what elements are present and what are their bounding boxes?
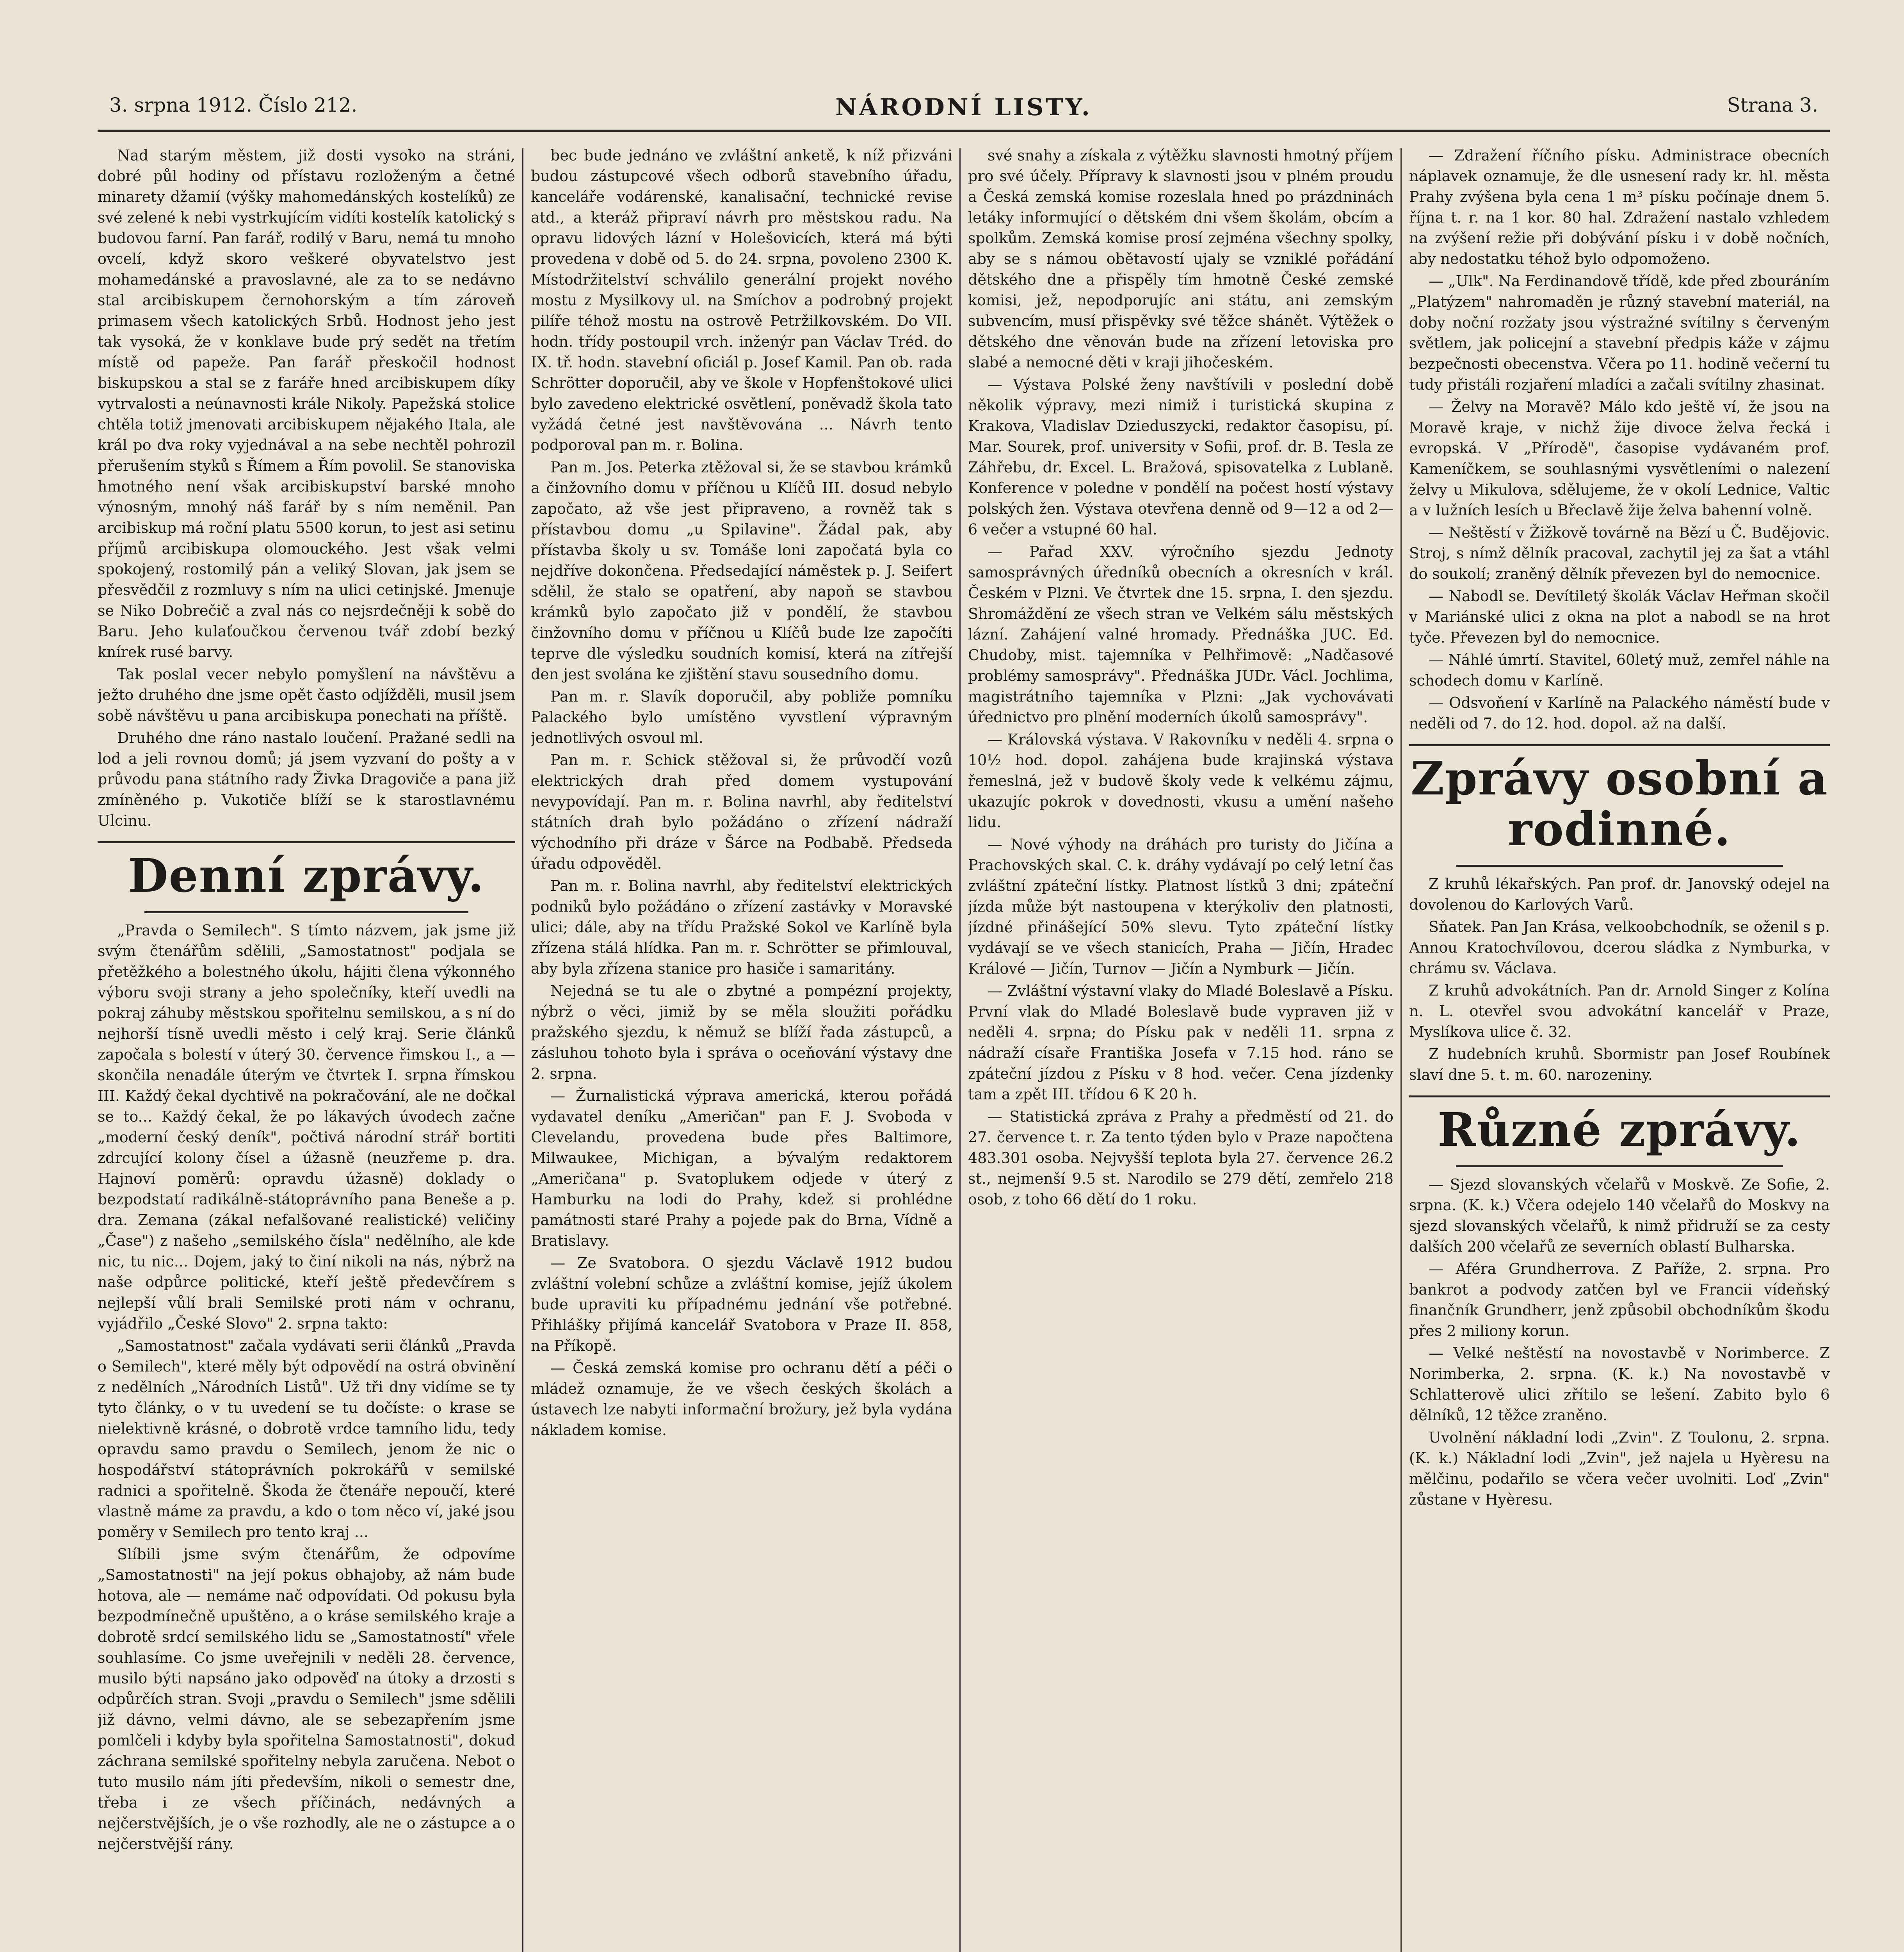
news-item: bec bude jednáno ve zvláštní anketě, k níž přizváni budou zástupcové všech odborů stavebního úřadu, kanceláře vodárenské, kanalisační, technické revise atd., a kteráž připraví návrh pro městskou radu. Na opravu lidových lázní v Holešovicích, která má býti provedena v době od 5. do 24. srpna, povoleno 2300 K. Místodržitelství schválilo generální projekt nového mostu z Mysilkovy ul. na Smíchov a podrobný projekt pilíře téhož mostu na ostrově Petržilkovském. Do VII. hodn. třídy postoupil vrch. inženýr pan Václav Tréd. do IX. tř. hodn. stavební oficiál p. Josef Kamil. Pan ob. rada Schrötter doporučil, aby ve škole v Hopfenštokové ulici bylo zavedeno elektrické osvětlení, poněvadž škola tato vyžádá četné jest navštěvována ... Návrh tento podporoval pan m. r. Bolina.: [531, 147, 952, 454]
section-title-zpravy-osobni: Zprávy osobní a rodinné.: [1411, 751, 1828, 856]
article-paragraph: Druhého dne ráno nastalo loučení. Pražané sedli na lod a jeli rovnou domů; já jsem vyzvaní do pošty a v průvodu pana státního rady Živka Dragoviče a pana již zmíněného p. Vukotiče blíží se k starostlavnému Ulcinu.: [98, 729, 515, 829]
news-item: — Neštěstí v Žižkově továrně na Bězí u Č. Budějovic. Stroj, s nímž dělník pracoval, zachytil jej za šat a vtáhl do soukolí; zraněný dělník převezen byl do nemocnice.: [1409, 524, 1830, 582]
news-item: — Náhlé úmrtí. Stavitel, 60letý muž, zemřel náhle na schodech domu v Karlíně.: [1409, 651, 1830, 689]
misc-item: — Sjezd slovanských včelařů v Moskvě. Ze Sofie, 2. srpna. (K. k.) Včera odejelo 140 včelařů do Moskvy na sjezd slovanských včelařů, k nimž přidruží se za cesty dalších 200 včelařů ze severních oblastí Bulharska.: [1409, 1176, 1830, 1255]
news-item: — Královská výstava. V Rakovníku v neděli 4. srpna o 10½ hod. dopol. zahájena bude krajinská výstava řemeslná, jež v budově školy vede k velkému zájmu, ukazujíc pokrok v dovednosti, vkusu a umění našeho lidu.: [968, 731, 1393, 831]
news-item: — Nové výhody na dráhách pro turisty do Jičína a Prachovských skal. C. k. dráhy vydávají po celý letní čas zvláštní zpáteční lístky. Platnost lístků 3 dni; zpáteční jízda může být nastoupena v kterýkoliv den platnosti, jízdné přinášející 50% slevu. Tyto zpáteční lístky vydávají se ve všech stanicích, Praha — Jičín, Hradec Králové — Jičín, Turnov — Jičín a Nymburk — Jičín.: [968, 836, 1393, 977]
news-item: — Zvláštní výstavní vlaky do Mladé Boleslavě a Písku. První vlak do Mladé Boleslavě bude vypraven již v neděli 4. srpna; do Písku pak v neděli 11. srpna z nádraží císaře Františka Josefa v 7.15 hod. ráno se zpáteční jízdou z Písku v 8 hod. večer. Cena jízdenky tam a zpět III. třídou 6 K 20 h.: [968, 982, 1393, 1103]
section-divider: [1456, 1165, 1783, 1167]
news-item: — Odsvoňení v Karlíně na Palackého náměstí bude v neděli od 7. do 12. hod. dopol. až na další.: [1409, 694, 1830, 732]
page-number: Strana 3.: [1727, 94, 1818, 116]
news-item: — Nabodl se. Devítiletý školák Václav Heřman skočil v Mariánské ulici z okna na plot a nabodl se na hrot tyče. Převezen byl do nemocnice.: [1409, 588, 1830, 646]
column-3: [968, 145, 1393, 1952]
news-item: „Pravda o Semilech". S tímto názvem, jak jsme již svým čtenářům sdělili, „Samostatnost" podjala se přetěžkého a bolestného úkolu, hájiti člena výkonného výboru svoji strany a jeho společníky, kteří uvedli na pokraj záhuby městskou spořitelnu semilskou, a s ní do nejhorší tísně uvedli město i celý kraj. Serie článků započala s bolestí v úterý 30. července řimskou I., a — skončila nenadále úterým ve čtvrtek I. srpna římskou III. Každý čekal dychtivě na pokračování, ale ne dočkal se to... Každý čekal, že po lákavých úvodech začne „moderní český deník", počtivá národní strář bortiti zdrcující kolony čísel a úžasně (neuzřeme p. dra. Hajnoví poměrů: opravdu úžasně) doklady o bezpodstatí radikálně-státoprávního pana Beneše a p. dra. Zemana (zákal nefalšované realistické) veličiny „Čase") z našeho „semilského čísla" nedělního, ale kde nic, tu nic... Dojem, jaký to činí nikoli na nás, nýbrž na naše odpůrce politické, kteří ještě předevčírem s nejlepší vůlí brali Semilské proti nám v ochranu, vyjádřilo „České Slovo" 2. srpna takto:: [98, 922, 515, 1332]
news-item: — „Ulk". Na Ferdinandově třídě, kde před zbouráním „Platýzem" nahromaděn je různý stavební materiál, na doby noční rozžaty jsou výstražné svítilny s červeným světlem, jak policejní a stavební předpis káže v zájmu bezpečnosti obecenstva. Včera po 11. hodině večerní tu tudy přistáli rozjaření mladíci a začali svítilny zhasinat.: [1409, 272, 1830, 393]
misc-item: — Velké neštěstí na novostavbě v Norimberce. Z Norimberka, 2. srpna. (K. k.) Na novostavbě v Schlatterově ulici zřítilo se lešení. Zabito bylo 6 dělníků, 12 těžce zraněno.: [1409, 1345, 1830, 1424]
news-item: „Samostatnost" začala vydávati serii článků „Pravda o Semilech", které měly být odpovědí na ostrá obvinění z nedělních „Národních Listů". Už tři dny vidíme se ty tyto články, o v tu uvedení se tu dočíste: o krase se nielektivně krásné, o dobrotě vrdce tamního lidu, tedy opravdu samo pravdu o Semilech, jenom že nic o hospodářství státoprávních pokrokářů v semilské radnici a spořitelně. Škoda že čtenáře nepoučí, které vlastně máme za pravdu, a kdo o tom něco ví, jaké jsou poměry v Semilech pro tento kraj ...: [98, 1337, 515, 1541]
section-divider: [1409, 1095, 1830, 1097]
news-item: — Zdražení říčního písku. Administrace obecních náplavek oznamuje, že dle usnesení rady kr. hl. města Prahy zvýšena byla cena 1 m³ písku počínaje dnem 5. října t. r. na 1 kor. 80 hal. Zdražení nastalo vzhledem na zvýšení režie při dobývání písku i v době nočních, aby nedostatku téhož bylo odpomoženo.: [1409, 147, 1830, 267]
news-item: Pan m. r. Bolina navrhl, aby ředitelství elektrických podniků bylo požádáno o zřízení zastávky v Moravské ulici; dále, aby na třídu Pražské Sokol ve Karlíně byla zřízena stálá hlídka. Pan m. r. Schrötter se přimlouval, aby byla zřízena stanice pro hasiče i samaritány.: [531, 877, 952, 977]
personal-item: Z hudebních kruhů. Sbormistr pan Josef Roubínek slaví dne 5. t. m. 60. narozeniny.: [1409, 1045, 1830, 1083]
column-4: [1409, 145, 1830, 1952]
news-item: — Statistická zpráva z Prahy a předměstí od 21. do 27. července t. r. Za tento týden bylo v Praze napočtena 483.301 osoba. Nejvyšší teplota byla 27. července 26.2 st., nejmenší 9.5 st. Narodilo se 279 dětí, zemřelo 218 osob, z toho 66 dětí do 1 roku.: [968, 1108, 1393, 1208]
misc-item: — Aféra Grundherrova. Z Paříže, 2. srpna. Pro bankrot a podvody zatčen byl ve Francii vídeňský finančník Grundherr, jenž způsobil obchodníkům škodu přes 2 miliony korun.: [1409, 1260, 1830, 1339]
column-1: [98, 145, 515, 1952]
news-item: — Želvy na Moravě? Málo kdo ještě ví, že jsou na Moravě kraje, v nichž žije divoce želva řecká i evropská. V „Přírodě", časopise vydávaném prof. Kameníčkem, se souhlasnými vysvětleními o nalezení želvy u Mikulova, sdělujeme, že v okolí Lednice, Valtic a v lužních lesích u Břeclavě žije želva bahenní volně.: [1409, 398, 1830, 519]
news-item: své snahy a získala z výtěžku slavnosti hmotný příjem pro své účely. Přípravy k slavnosti jsou v plném proudu a Česká zemská komise rozeslala hned po prázdninách letáky informující o dětském dni všem školám, obcím a spolkům. Zemská komise prosí zejména všechny spolky, aby se s námou obětavostí ujaly se vzniklé pořádání dětského dne a přispěly tím hmotně České zemské komisi, jež, nepodporujíc ani státu, ani zemským subvencím, musí přispěvky své těžce shánět. Výtěžek o dětského dne věnován bude na zřízení letoviska pro slabé a nemocné děti v kraji jihočeském.: [968, 147, 1393, 371]
column-rule: [1400, 148, 1402, 1952]
news-item: Pan m. Jos. Peterka ztěžoval si, že se stavbou krámků a činžovního domu v příčnou u Klíčů III. dosud nebylo započato, až vše jest připraveno, a rovněž tak s přístavbou domu „u Spilavine". Žádal pak, aby přístavba školy u sv. Tomáše loni započatá byla co nejdříve dokončena. Předsedající náměstek p. J. Seifert sdělil, že stalo se opatření, aby napoň se stavbou krámků bylo započato již v pondělí, že stavbou činžovního domu v příčnou u Klíčů bude lze započíti teprve dle výsledku soudních komisí, která na zítřejší den jest svolána ke zjištění stavu sousedního domu.: [531, 459, 952, 683]
personal-item: Z kruhů lékařských. Pan prof. dr. Janovský odejel na dovolenou do Karlových Varů.: [1409, 875, 1830, 913]
news-item: Pan m. r. Schick stěžoval si, že průvodčí vozů elektrických drah před domem vystupování nevypovídají. Pan m. r. Bolina navrhl, aby ředitelství státních drah bylo požádáno o zřízení nádraží východního při dráze v Šárce na Podbabě. Předseda úřadu odpověděl.: [531, 752, 952, 872]
page-header: [98, 87, 1830, 132]
news-item: — Výstava Polské ženy navštívili v poslední době několik výpravy, mezi nimiž i turistická skupina z Krakova, Vladislav Dzieduszycki, redaktor časopisu, pí. Mar. Sourek, prof. university v Sofii, prof. dr. B. Tesla ze Záhřebu, dr. Excel. L. Bražová, spisovatelka z Lublaně. Konference v poledne v pondělí na počest hostí výstavy polských žen. Výstava otevřena denně od 9—12 a od 2—6 večer a vstupné 60 hal.: [968, 376, 1393, 538]
section-title-denni-zpravy: Denní zprávy.: [128, 848, 485, 903]
personal-item: Sňatek. Pan Jan Krása, velkoobchodník, se oženil s p. Annou Kratochvílovou, dcerou sládka z Nymburka, v chrámu sv. Václava.: [1409, 918, 1830, 977]
masthead-title: NÁRODNÍ LISTY.: [835, 94, 1092, 121]
issue-date: 3. srpna 1912. Číslo 212.: [109, 94, 358, 116]
personal-item: Z kruhů advokátních. Pan dr. Arnold Singer z Kolína n. L. otevřel svou advokátní kancelář v Praze, Myslíkova ulice č. 32.: [1409, 982, 1830, 1040]
news-item: Nejedná se tu ale o zbytné a pompézní projekty, nýbrž o věci, jimiž by se měla sloužiti pořádku pražského sjezdu, k němuž se blíží řada zástupců, a zásluhou tohoto byla i správa o oceňování výstavy dne 2. srpna.: [531, 982, 952, 1082]
section-divider: [1456, 865, 1783, 867]
section-divider: [98, 841, 515, 843]
article-paragraph: Nad starým městem, již dosti vysoko na stráni, dobré půl hodiny od přístavu rozloženým a četné minarety džamií (výšky mahomedánských kostelíků) ze své zelené k nebi vystrkujícím vidíti kostelík katolický s budovou farní. Pan farář, rodilý v Baru, nemá tu mnoho ovcelí, když skoro veškeré obyvatelstvo jest mohamedánské a pravoslavné, ale za to se nedávno stal arcibiskupem černohorským a tím zároveň primasem všech katolických Srbů. Hodnost jeho jest tak vysoká, že v konklave bude prý sedět na třetím místě od papeže. Pan farář přeskočil hodnost biskupskou a stal se z faráře hned arcibiskupem díky vytrvalosti a neúnavnosti krále Nikoly. Papežská stolice chtěla totiž jmenovati arcibiskupem nějakého Itala, ale král po dva roky vyjednával a na sebe nechtěl pohrozil přerušením styků s Římem a Řím povolil. Se stanoviska hmotného není však arcibiskupství barské mnoho výnosným, mnohý náš farář by s ním neměnil. Pan arcibiskup má roční platu 5500 korun, to jest asi setinu příjmů arcibiskupa olomouckého. Jest však velmi spokojený, rostomilý pán a veliký Slovan, jak jsem se přesvědčil z rozmluvy s ním na ulici cetinjské. Jmenuje se Niko Dobrečič a zval nás co nejsrdečněji k sobě do Baru. Jeho kulaťoučkou červenou tvář zdobí bezký knírek rusé barvy.: [98, 147, 515, 661]
news-item: — Pařad XXV. výročního sjezdu Jednoty samosprávných úředníků obecních a okresních v král. Českém v Plzni. Ve čtvrtek dne 15. srpna, I. den sjezdu. Shromáždění ze všech stran ve Velkém sálu městských lázní. Zahájení valné hromady. Přednáška JUC. Ed. Chudoby, mist. tajemníka v Pelhřimově: „Nadčasové problémy samosprávy". Přednáška JUDr. Václ. Jochlima, magistrátního tajemníka v Plzni: „Jak vychovávati úřednictvo pro plnění moderních úkolů samosprávy".: [968, 543, 1393, 726]
misc-item: Uvolnění nákladní lodi „Zvin". Z Toulonu, 2. srpna. (K. k.) Nákladní lodi „Zvin", jež najela u Hyèresu na mělčinu, podařilo se včera večer uvolniti. Loď „Zvin" zůstane v Hyèresu.: [1409, 1429, 1830, 1508]
column-2: [531, 145, 952, 1952]
section-title-ruzne-zpravy: Různé zprávy.: [1438, 1102, 1801, 1157]
column-rule: [959, 148, 961, 1952]
news-item: Slíbili jsme svým čtenářům, že odpovíme „Samostatnosti" na její pokus obhajoby, až nám bude hotova, ale — nemáme nač odpovídati. Od pokusu byla bezpodmínečně upuštěno, a o kráse semilského kraje a dobrotě srdcí semilského lidu se „Samostatností" vřele souhlasíme. Co jsme uveřejnili v neděli 28. července, musilo býti napsáno jako odpověď na útoky a drzosti s odpůrčích stran. Svoji „pravdu o Semilech" jsme sdělili již dávno, velmi dávno, ale se sebezapřením jsme pomlčeli i kdyby byla spořitelna Samostatnosti", dokud záchrana semilské spořitelny nebyla zaručena. Nebot o tuto musilo nám jíti především, nikoli o semestr dne, třeba i ze všech příčinách, nedávných a nejčerstvějších, je o vše rozhodly, ale ne o zástupce a o nejčerstvější rány.: [98, 1546, 515, 1852]
article-paragraph: Tak poslal vecer nebylo pomyšlení na návštěvu a ježto druhého dne jsme opět často odjížděli, musil jsem sobě návštěvu u pana arcibiskupa ponechati na příště.: [98, 666, 515, 724]
news-item: — Ze Svatobora. O sjezdu Václavě 1912 budou zvláštní volební schůze a zvláštní komise, jejíž úkolem bude upraviti ku případnému jednání vše potřebné. Přihlášky přijímá kancelář Svatobora v Praze II. 858, na Příkopě.: [531, 1254, 952, 1354]
news-item: — Žurnalistická výprava americká, kterou pořádá vydavatel deníku „Američan" pan F. J. Svoboda v Clevelandu, provedena bude přes Baltimore, Milwaukee, Michigan, a bývalým redaktorem „Američana" p. Svatoplukem odjede v úterý z Hamburku na lodi do Prahy, kdež si prohlédne památnosti staré Prahy a pojede pak do Brna, Vídně a Bratislavy.: [531, 1087, 952, 1249]
section-divider: [144, 911, 468, 913]
section-divider: [1409, 744, 1830, 746]
column-rule: [522, 148, 523, 1952]
news-item: Pan m. r. Slavík doporučil, aby pobliže pomníku Palackého bylo umístěno vyvstlení výpravným jednotlivých osvoul ml.: [531, 688, 952, 746]
news-item: — Česká zemská komise pro ochranu dětí a péči o mládež oznamuje, že ve všech českých školách a ústavech lze nabyti informační brožury, jež byla vydána nákladem komise.: [531, 1359, 952, 1439]
